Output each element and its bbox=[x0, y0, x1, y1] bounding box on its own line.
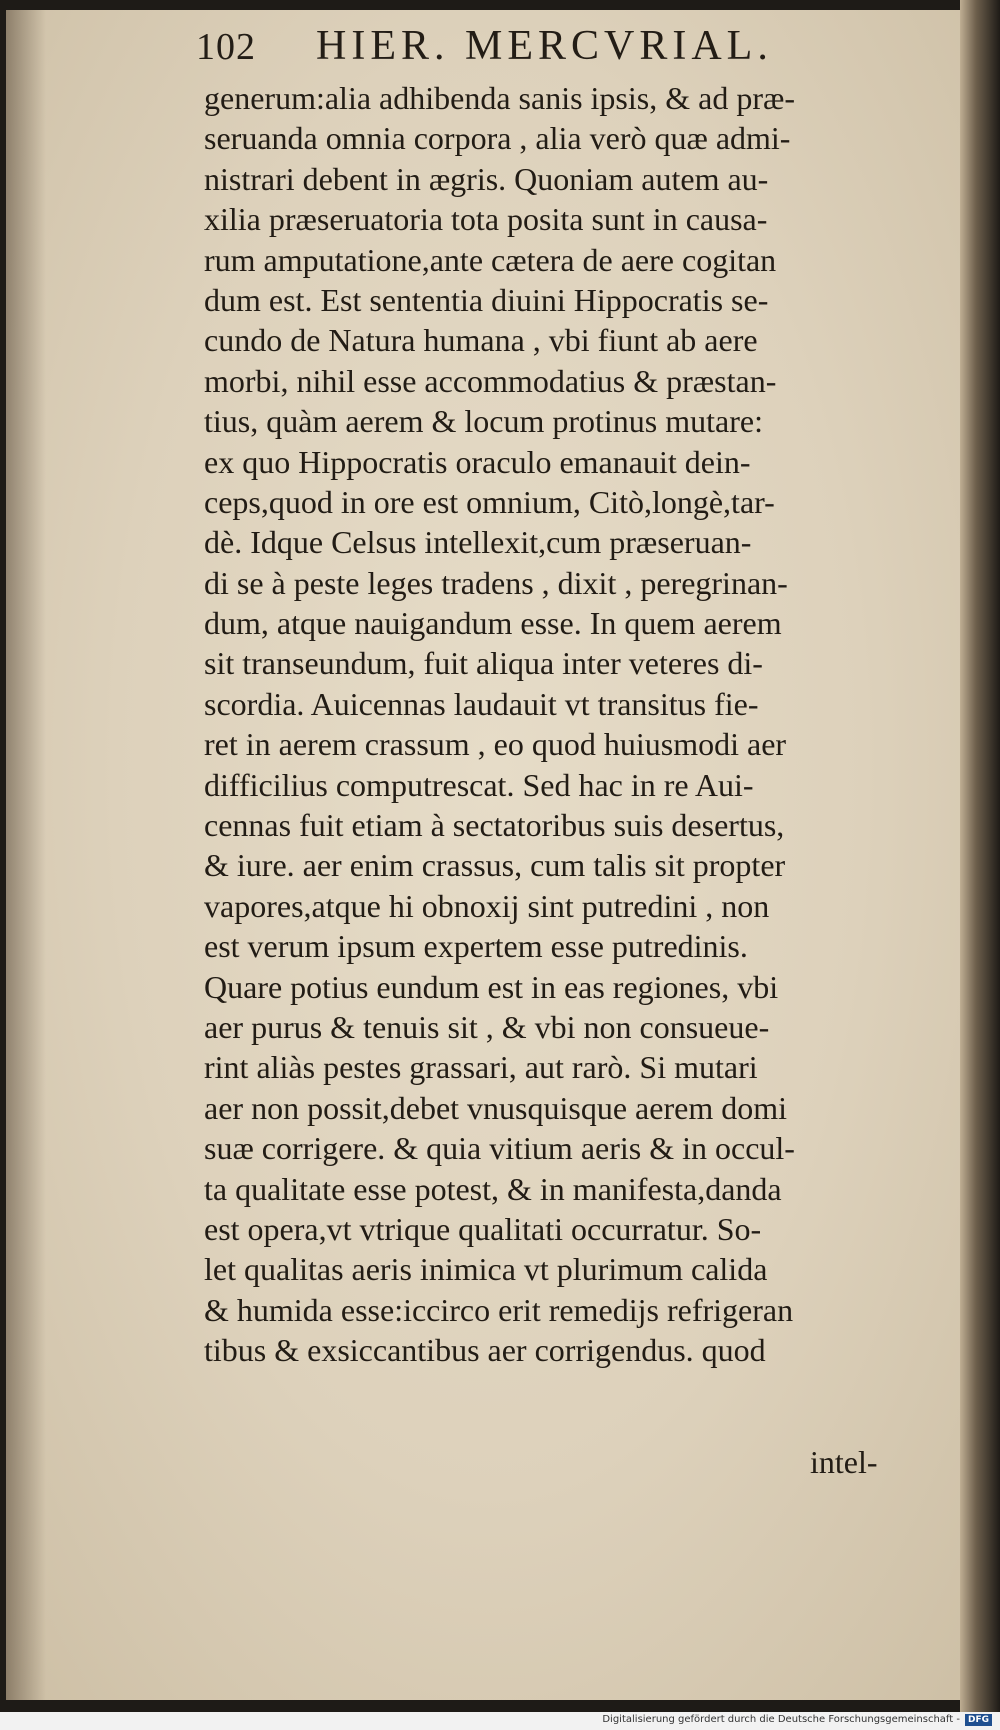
text-line: dum est. Est sententia diuini Hippocratis se- bbox=[204, 281, 769, 318]
text-line: aer non possit,debet vnusquisque aerem domi bbox=[204, 1089, 787, 1126]
text-line: tibus & exsiccantibus aer corrigendus. quod bbox=[204, 1332, 766, 1369]
catchword: intel- bbox=[810, 1444, 878, 1480]
text-line: let qualitas aeris inimica vt plurimum calida bbox=[204, 1251, 768, 1288]
funding-credit: Digitalisierung gefördert durch die Deutsche Forschungsgemeinschaft - bbox=[602, 1714, 960, 1725]
text-line: & humida esse:iccirco erit remedijs refrigeran bbox=[204, 1291, 794, 1328]
running-title: HIER. MERCVRIAL. bbox=[316, 23, 773, 69]
running-head bbox=[196, 22, 856, 74]
text-line: sit transeundum, fuit aliqua inter veteres di- bbox=[204, 645, 763, 682]
spine-shadow bbox=[6, 10, 46, 1700]
text-line: est verum ipsum expertem esse putredinis. bbox=[204, 928, 748, 965]
text-line: morbi, nihil esse accommodatius & præstan- bbox=[204, 362, 777, 399]
text-line: cundo de Natura humana , vbi fiunt ab aere bbox=[204, 322, 758, 359]
text-line: ret in aerem crassum , eo quod huiusmodi aer bbox=[204, 726, 787, 763]
text-line: generum:alia adhibenda sanis ipsis, & ad præ- bbox=[204, 80, 795, 116]
text-line: seruanda omnia corpora , alia verò quæ admi- bbox=[204, 120, 791, 157]
text-line: ex quo Hippocratis oraculo emanauit dein- bbox=[204, 443, 751, 480]
text-line: rum amputatione,ante cætera de aere cogitan bbox=[204, 241, 777, 278]
text-line: aer purus & tenuis sit , & vbi non consueue- bbox=[204, 1008, 770, 1045]
text-line: di se à peste leges tradens , dixit , peregrinan- bbox=[204, 564, 788, 601]
page-edge bbox=[960, 0, 1000, 1730]
text-line: & iure. aer enim crassus, cum talis sit propter bbox=[204, 847, 786, 884]
body-text bbox=[204, 78, 924, 1371]
page-number: 102 bbox=[196, 26, 256, 68]
text-line: nistrari debent in ægris. Quoniam autem au- bbox=[204, 160, 769, 197]
text-line: tius, quàm aerem & locum protinus mutare: bbox=[204, 403, 763, 440]
text-line: suæ corrigere. & quia vitium aeris & in occul- bbox=[204, 1130, 795, 1167]
text-line: dè. Idque Celsus intellexit,cum præseruan- bbox=[204, 524, 752, 561]
text-line: est opera,vt vtrique qualitati occurratur. So- bbox=[204, 1210, 762, 1247]
text-line: rint aliàs pestes grassari, aut rarò. Si mutari bbox=[204, 1049, 758, 1086]
text-line: ta qualitate esse potest, & in manifesta,danda bbox=[204, 1170, 782, 1207]
text-line: cennas fuit etiam à sectatoribus suis desertus, bbox=[204, 807, 785, 844]
text-line: scordia. Auicennas laudauit vt transitus fie- bbox=[204, 685, 759, 722]
text-line: ceps,quod in ore est omnium, Citò,longè,tar- bbox=[204, 483, 775, 520]
text-line: vapores,atque hi obnoxij sint putredini , non bbox=[204, 887, 770, 924]
text-line: Quare potius eundum est in eas regiones, vbi bbox=[204, 968, 779, 1005]
text-line: difficilius computrescat. Sed hac in re Aui- bbox=[204, 766, 754, 803]
dfg-logo: DFG bbox=[965, 1714, 992, 1726]
text-line: xilia præseruatoria tota posita sunt in causa- bbox=[204, 201, 768, 238]
text-line: dum, atque nauigandum esse. In quem aerem bbox=[204, 605, 782, 642]
